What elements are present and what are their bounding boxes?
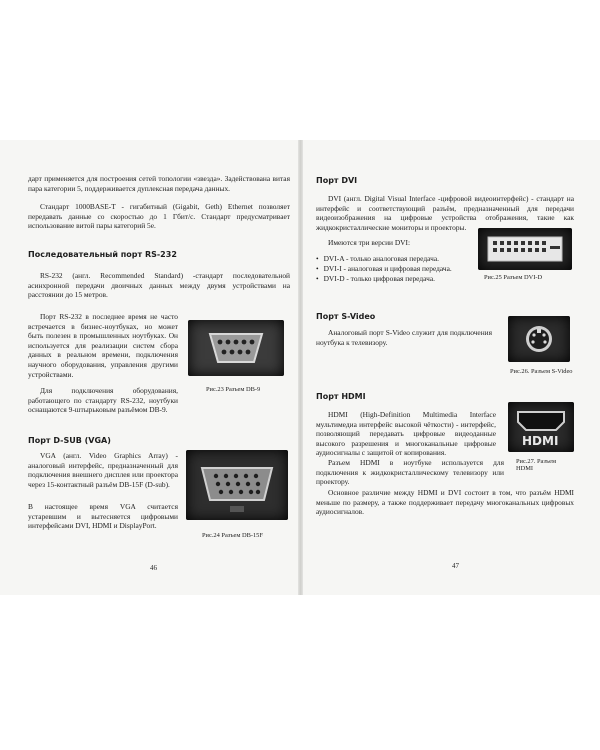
dvi-version-item: • DVI-A - только аналоговая передача.	[316, 254, 468, 264]
svideo-heading: Порт S-Video	[316, 312, 376, 321]
db9-connector-icon	[188, 320, 284, 376]
hdmi-heading: Порт HDMI	[316, 392, 366, 401]
fig27-caption: Рис.27. Разъем HDMI	[516, 458, 556, 472]
db15f-connector-image	[186, 450, 288, 520]
fig25-caption: Рис.25 Разъем DVI-D	[484, 274, 543, 281]
rs232-paragraph-3: Для подключения оборудования, работающего по стандарту RS-232, ноутбуки оснащаются 9-штырьковым разъёмом DB-9.	[28, 386, 178, 415]
fig26-caption: Рис.26. Разъем S-Video	[510, 368, 573, 375]
hdmi-paragraph-1: HDMI (High-Definition Multimedia Interface мультимедиа интерфейс высокой чёткости) - интерфейс, позволяющий передавать цифровые видеоданные высокого разрешения и многоканальные цифровые аудиосигналы с защитой от копирования.	[316, 410, 496, 458]
dvi-version-item: • DVI-D - только цифровая передача.	[316, 274, 468, 284]
book-gutter	[298, 140, 303, 595]
left-page	[28, 140, 290, 595]
rs232-paragraph-1: RS-232 (англ. Recommended Standard) -стандарт последовательной асинхронной передачи двоичных данных между двумя устройствами на расстоянии до 15 метров.	[28, 271, 290, 300]
rs232-paragraph-2: Порт RS-232 в последнее время не часто встречается в бизнес-ноутбуках, но может быть полезен в промышленных ноутбуках. Он используется для реализации систем сбора данных в реальном времени, подключения научного оборудования, управления другими устройствами.	[28, 312, 178, 379]
intro-paragraph-1: дарт применяется для построения сетей топологии «звезда». Задействована витая пара категории 5, поддерживается дуплексная передача данных.	[28, 174, 290, 193]
page-number-left: 46	[150, 564, 157, 572]
dvi-version-item: • DVI-I - аналоговая и цифровая передача.	[316, 264, 468, 274]
rs232-heading: Последовательный порт RS-232	[28, 250, 177, 259]
page-number-right: 47	[452, 562, 459, 570]
dsub-paragraph-2: В настоящее время VGA считается устаревшим и вытесняется цифровыми интерфейсами DVI, HDMI и DisplayPort.	[28, 502, 178, 531]
dsub-paragraph-1: VGA (англ. Video Graphics Array) - аналоговый интерфейс, предназначенный для подключения внешнего дисплея или проектора через 15-контактный разъём DB-15F (D-sub).	[28, 451, 178, 489]
svideo-paragraph-1: Аналоговый порт S-Video служит для подключения ноутбука к телевизору.	[316, 328, 492, 347]
hdmi-paragraph-3: Основное различие между HDMI и DVI состоит в том, что разъём HDMI меньше по размеру, а также поддерживает передачу многоканальных цифровых аудиосигналов.	[316, 488, 574, 517]
hdmi-paragraph-2: Разъем HDMI в ноутбуке используется для подключения к жидкокристаллическому телевизору или проектору.	[316, 458, 504, 487]
dvi-heading: Порт DVI	[316, 176, 358, 185]
dsub-heading: Порт D-SUB (VGA)	[28, 436, 111, 445]
fig23-caption: Рис.23 Разъем DB-9	[206, 386, 261, 393]
dvi-connector-icon	[478, 228, 572, 270]
dvi-versions-intro: Имеются три версии DVI:	[328, 238, 411, 247]
dvi-paragraph-1: DVI (англ. Digital Visual Interface -цифровой видеоинтерфейс) - стандарт на интерфейс и соответствующий разъём, предназначенный для передачи видеоизображения на цифровые устройства отображения, такие как жидкокристаллические мониторы и проекторы.	[316, 194, 574, 232]
dvi-versions-list	[316, 254, 468, 284]
fig24-caption: Рис.24 Разъем DB-15F	[202, 532, 263, 539]
hdmi-connector-image	[508, 402, 574, 452]
db15f-connector-icon	[186, 450, 288, 520]
hdmi-logo-text: HDMI	[522, 434, 559, 448]
intro-paragraph-2: Стандарт 1000BASE-T - гигабитный (Gigabit, Geth) Ethernet позволяет передавать данные со скоростью до 1 Гбит/с. Стандарт предусматривает использование витой пары категорий 5е.	[28, 202, 290, 231]
dvi-connector-image	[478, 228, 572, 270]
svideo-connector-image	[508, 316, 570, 362]
right-page	[312, 140, 574, 595]
db9-connector-image	[188, 320, 284, 376]
svideo-connector-icon	[508, 316, 570, 362]
